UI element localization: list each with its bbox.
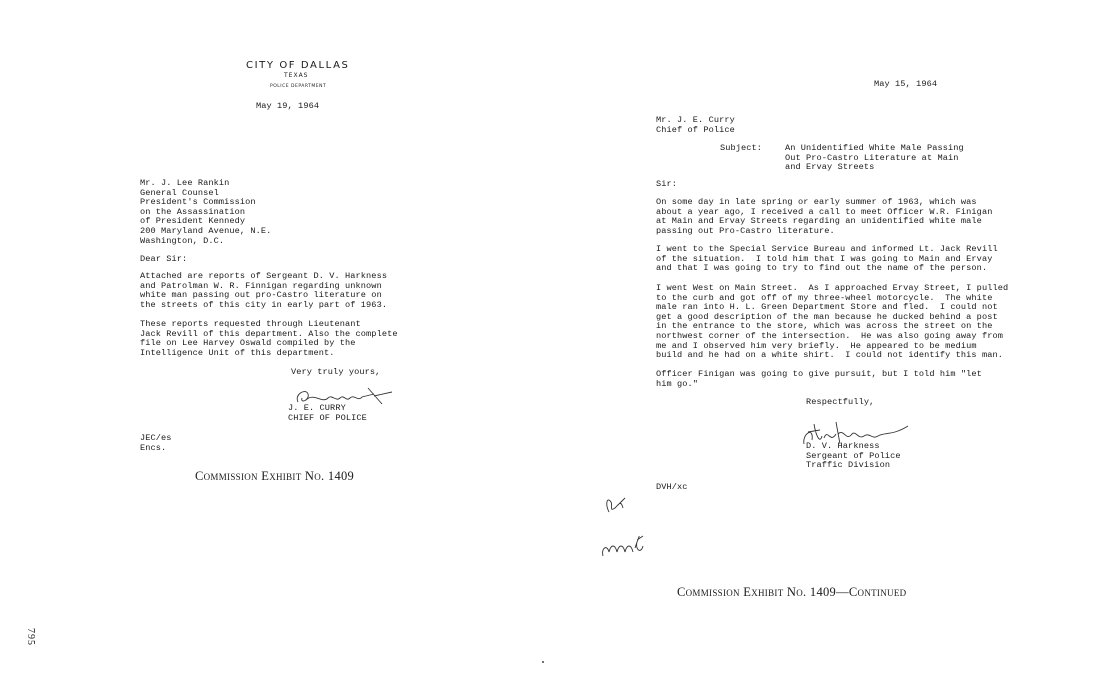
left-salutation: Dear Sir: <box>140 254 188 264</box>
left-closing: Very truly yours, <box>291 367 381 377</box>
text-line: Officer Finigan was going to give pursuit, but I told him "let <box>656 369 982 379</box>
text-line: the streets of this city in early part of 1963. <box>140 299 388 310</box>
right-letter-date: May 15, 1964 <box>874 79 938 89</box>
text-line: northwest corner of the intersection. He was also going away from <box>656 330 1003 341</box>
addressee-line: Mr. J. Lee Rankin <box>140 178 230 188</box>
subject-text <box>785 144 964 173</box>
subject-line: and Ervay Streets <box>785 162 875 173</box>
right-paragraph-1 <box>656 198 992 236</box>
right-paragraph-2 <box>656 245 998 274</box>
right-signatory <box>806 442 901 471</box>
text-line: to the curb and got off of my three-wheel motorcycle. The white <box>656 292 993 303</box>
addressee-line: of President Kennedy <box>140 216 246 227</box>
letterhead-state: TEXAS <box>284 72 309 79</box>
text-line: I went to the Special Service Bureau and informed Lt. Jack Revill <box>656 244 998 254</box>
left-paragraph-2 <box>140 320 398 358</box>
scan-speck <box>542 661 544 663</box>
left-paragraph-1 <box>140 272 387 310</box>
letterhead-department: POLICE DEPARTMENT <box>270 84 327 89</box>
signatory-line: Traffic Division <box>806 460 891 471</box>
addressee-line: Washington, D.C. <box>140 235 225 246</box>
text-line: him go." <box>656 378 699 389</box>
recipient-line: Mr. J. E. Curry <box>656 115 735 125</box>
right-initials: DVH/xc <box>656 482 688 492</box>
initials-line: JEC/es <box>140 433 172 443</box>
recipient-line: Chief of Police <box>656 124 735 135</box>
handwritten-margin-initials <box>597 492 647 562</box>
text-line: and Patrolman W. R. Finnigan regarding unknown <box>140 280 382 291</box>
right-paragraph-4 <box>656 370 982 389</box>
text-line: Jack Revill of this department. Also the complete <box>140 328 398 339</box>
text-line: On some day in late spring or early summer of 1963, which was <box>656 197 977 207</box>
subject-label: Subject: <box>720 143 763 153</box>
left-signatory <box>288 404 367 423</box>
addressee-block <box>140 179 271 246</box>
right-salutation: Sir: <box>656 179 678 189</box>
text-line: male ran into H. L. Green Department Store and fled. I could not <box>656 302 998 313</box>
page-number: 795 <box>25 628 36 646</box>
addressee-line: on the Assassination <box>140 206 246 217</box>
left-initials <box>140 434 172 453</box>
left-letter-date: May 19, 1964 <box>256 101 320 111</box>
addressee-line: President's Commission <box>140 197 256 208</box>
text-line: in the entrance to the store, which was across the street on the <box>656 321 993 332</box>
text-line: of the situation. I told him that I was going to Main and Ervay <box>656 253 993 264</box>
signatory-name: J. E. CURRY <box>288 403 346 413</box>
text-line: I went West on Main Street. As I approached Ervay Street, I pulled <box>656 283 1009 293</box>
signatory-line: D. V. Harkness <box>806 441 880 451</box>
right-closing: Respectfully, <box>806 397 875 407</box>
text-line: build and he had on a white shirt. I could not identify this man. <box>656 350 1003 361</box>
text-line: get a good description of the man because he ducked behind a post <box>656 311 998 322</box>
text-line: and that I was going to try to find out the name of the person. <box>656 263 988 274</box>
text-line: Attached are reports of Sergeant D. V. Harkness <box>140 271 388 281</box>
subject-line: Out Pro-Castro Literature at Main <box>785 152 959 163</box>
text-line: These reports requested through Lieutenant <box>140 319 361 329</box>
initials-line: Encs. <box>140 442 167 453</box>
text-line: passing out Pro-Castro literature. <box>656 225 835 236</box>
text-line: about a year ago, I received a call to meet Officer W.R. Finigan <box>656 206 993 217</box>
text-line: me and I observed him very briefly. He appeared to be medium <box>656 340 977 351</box>
text-line: at Main and Ervay Streets regarding an unidentified white male <box>656 216 982 227</box>
right-paragraph-3 <box>656 284 1008 361</box>
exhibit-label-left: Commission Exhibit No. 1409 <box>195 469 355 483</box>
signatory-line: Sergeant of Police <box>806 450 901 461</box>
addressee-line: General Counsel <box>140 187 219 198</box>
exhibit-label-right: Commission Exhibit No. 1409—Continued <box>677 585 907 599</box>
recipient-block <box>656 116 735 135</box>
text-line: Intelligence Unit of this department. <box>140 347 335 358</box>
subject-line: An Unidentified White Male Passing <box>785 143 964 153</box>
signatory-title: CHIEF OF POLICE <box>288 412 367 423</box>
text-line: file on Lee Harvey Oswald compiled by the <box>140 338 356 349</box>
text-line: white man passing out pro-Castro literature on <box>140 290 382 301</box>
addressee-line: 200 Maryland Avenue, N.E. <box>140 225 272 236</box>
letterhead-city: CITY OF DALLAS <box>246 60 350 71</box>
